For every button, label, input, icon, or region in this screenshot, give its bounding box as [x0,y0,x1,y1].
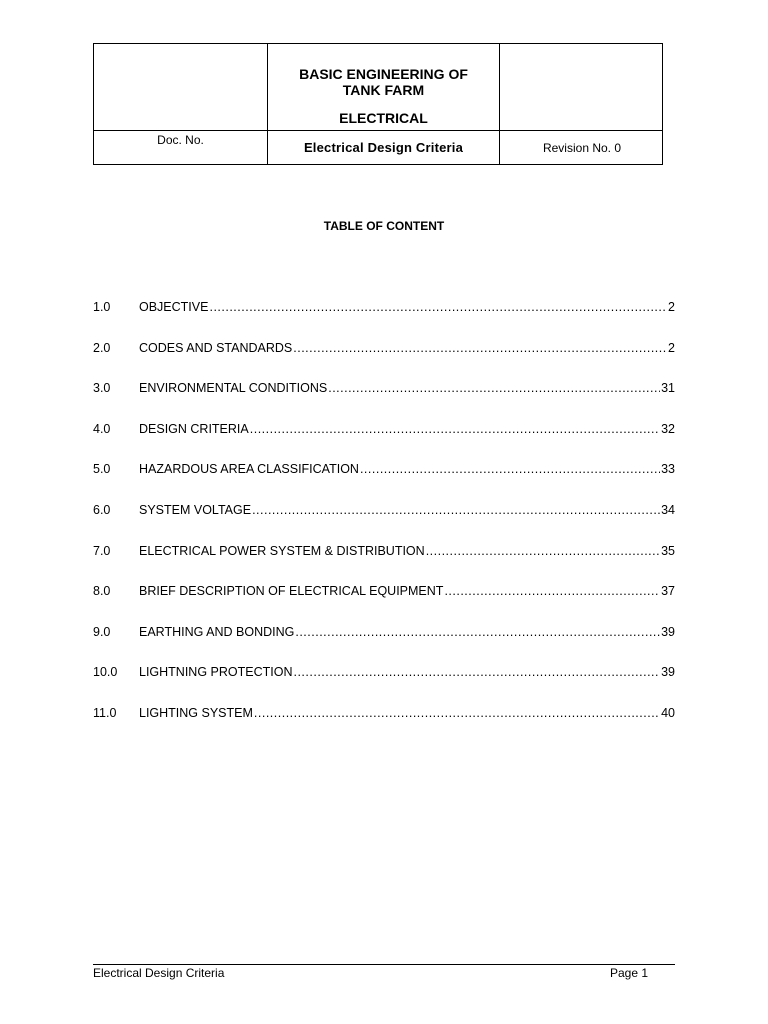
project-title-line2: TANK FARM [342,82,425,98]
document-subject: Electrical Design Criteria [303,140,464,155]
toc-entry-number: 6.0 [93,503,111,517]
toc-entry-page: 39 [661,665,675,679]
toc-entry-number: 4.0 [93,422,111,436]
toc-entry-page: 34 [661,503,675,517]
toc-entry-label: LIGHTNING PROTECTION [139,665,293,679]
toc-entry-label: CODES AND STANDARDS [139,341,293,355]
toc-entry-page: 32 [661,422,675,436]
footer-page-number: Page 1 [610,966,649,980]
toc-entry-page: 31 [661,381,675,395]
toc-entry-label: DESIGN CRITERIA [139,422,249,436]
toc-entry[interactable] [93,583,675,599]
footer-divider [93,964,675,965]
toc-entry-number: 1.0 [93,300,111,314]
toc-entry-number: 9.0 [93,625,111,639]
toc-entry[interactable] [93,380,675,396]
toc-entry-page: 2 [668,300,675,314]
toc-entry[interactable] [93,705,675,721]
footer-document-title: Electrical Design Criteria [93,966,225,980]
toc-entry-label: EARTHING AND BONDING [139,625,295,639]
toc-entry-page: 37 [661,584,675,598]
header-block [93,43,663,165]
toc-entry-label: BRIEF DESCRIPTION OF ELECTRICAL EQUIPMENT [139,584,444,598]
toc-dot-leader [295,624,660,640]
toc-entry-label: SYSTEM VOLTAGE [139,503,252,517]
toc-entry-number: 7.0 [93,544,111,558]
toc-entry[interactable] [93,624,675,640]
toc-dot-leader [293,340,667,356]
toc-dot-leader [293,664,660,680]
toc-dot-leader [252,502,660,518]
toc-entry-label: HAZARDOUS AREA CLASSIFICATION [139,462,359,476]
toc-entry-number: 8.0 [93,584,111,598]
toc-dot-leader [426,543,660,559]
toc-entry-page: 35 [661,544,675,558]
toc-entry-page: 33 [661,462,675,476]
discipline-title: ELECTRICAL [339,110,428,126]
toc-title: TABLE OF CONTENT [323,219,445,233]
toc-entry[interactable] [93,421,675,437]
toc-entry-page: 40 [661,706,675,720]
toc-entry[interactable] [93,543,675,559]
toc-entry[interactable] [93,502,675,518]
toc-entry-label: ELECTRICAL POWER SYSTEM & DISTRIBUTION [139,544,425,558]
toc-dot-leader [360,461,660,477]
toc-entry-number: 2.0 [93,341,111,355]
toc-entry-number: 10.0 [93,665,118,679]
toc-entry[interactable] [93,340,675,356]
toc-entry-page: 2 [668,341,675,355]
toc-dot-leader [328,380,660,396]
toc-entry[interactable] [93,664,675,680]
toc-entry-label: LIGHTING SYSTEM [139,706,253,720]
toc-entry-label: ENVIRONMENTAL CONDITIONS [139,381,328,395]
header-title-cell [268,44,499,130]
toc-entry[interactable] [93,299,675,315]
revision-number: Revision No. 0 [542,141,622,155]
toc-entry-number: 5.0 [93,462,111,476]
toc-entry-number: 11.0 [93,706,117,720]
toc-entry-label: OBJECTIVE [139,300,209,314]
toc-dot-leader [254,705,660,721]
toc-dot-leader [250,421,660,437]
toc-entry-page: 39 [661,625,675,639]
project-title-line1: BASIC ENGINEERING OF [299,66,468,82]
toc-entry[interactable] [93,461,675,477]
doc-no-label: Doc. No. [157,133,204,147]
toc-dot-leader [444,583,660,599]
toc-entry-number: 3.0 [93,381,111,395]
toc-dot-leader [209,299,667,315]
